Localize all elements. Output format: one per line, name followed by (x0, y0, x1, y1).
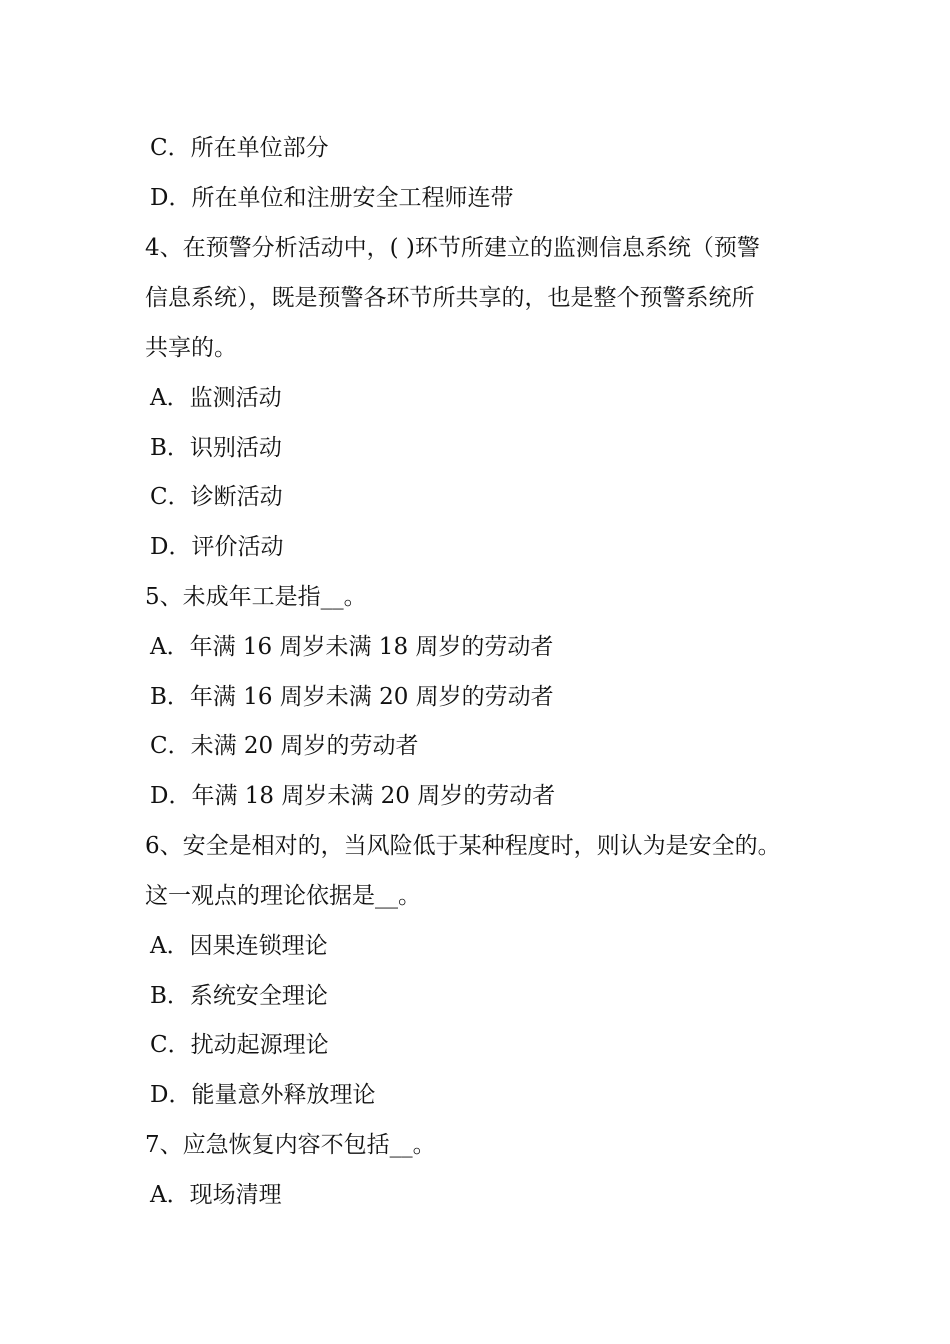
option-c-q6: C．扰动起源理论 (150, 1032, 329, 1058)
option-b-q4: B．识别活动 (150, 435, 282, 461)
option-a-q7: A．现场清理 (150, 1182, 282, 1208)
question-4-line-2: 信息系统），既是预警各环节所共享的，也是整个预警系统所 (145, 285, 755, 311)
question-6-line-1: 6、安全是相对的，当风险低于某种程度时，则认为是安全的。 (145, 833, 781, 859)
option-c-q4: C．诊断活动 (150, 484, 283, 510)
option-d-q5: D．年满 18 周岁未满 20 周岁的劳动者 (150, 783, 556, 809)
option-b-q5: B．年满 16 周岁未满 20 周岁的劳动者 (150, 684, 554, 710)
option-a-q4: A．监测活动 (150, 385, 282, 411)
option-d-q4: D．评价活动 (150, 534, 284, 560)
option-d-q6: D．能量意外释放理论 (150, 1082, 376, 1108)
option-a-q5: A．年满 16 周岁未满 18 周岁的劳动者 (150, 634, 554, 660)
question-5: 5、未成年工是指__。 (145, 584, 367, 610)
option-d-q3: D．所在单位和注册安全工程师连带 (150, 185, 514, 211)
question-7: 7、应急恢复内容不包括__。 (145, 1132, 436, 1158)
question-4-line-3: 共享的。 (145, 335, 237, 361)
question-4-line-1: 4、在预警分析活动中，( )环节所建立的监测信息系统（预警 (145, 235, 760, 261)
option-c-q5: C．未满 20 周岁的劳动者 (150, 733, 419, 759)
option-c-q3: C．所在单位部分 (150, 135, 329, 161)
option-b-q6: B．系统安全理论 (150, 983, 328, 1009)
option-a-q6: A．因果连锁理论 (150, 933, 328, 959)
question-6-line-2: 这一观点的理论依据是__。 (145, 883, 421, 909)
